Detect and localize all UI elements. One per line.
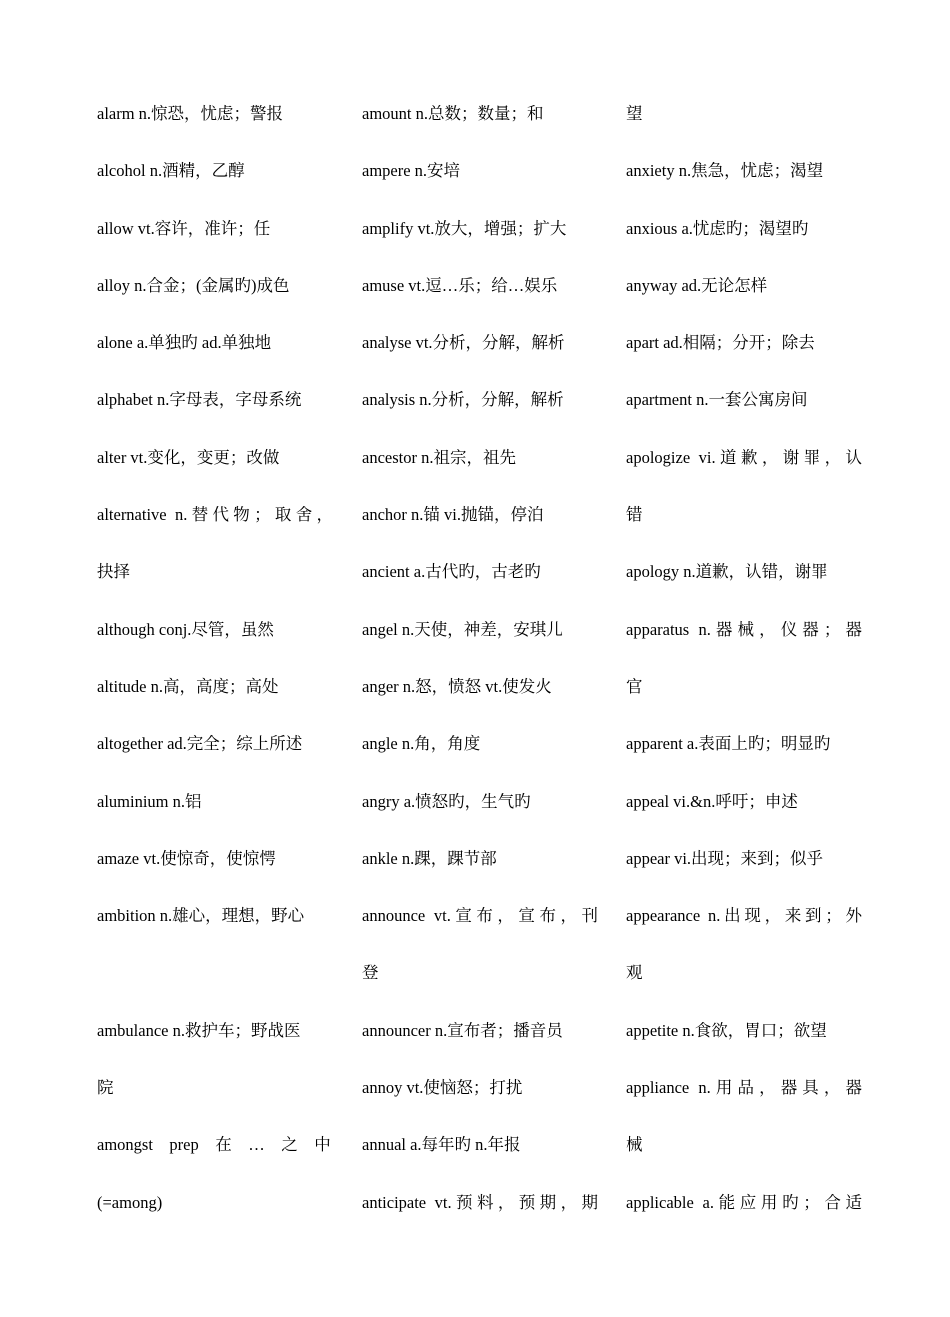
- entry-line: although conj.尽管，虽然: [97, 619, 274, 639]
- entry-line: anger n.怒，愤怒 vt.使发火: [362, 676, 552, 696]
- entry-line: amount n.总数；数量；和: [362, 104, 544, 123]
- entry-line: appearance n.出现，来到；外: [626, 906, 862, 926]
- entry-line: alarm n.惊恐，忧虑；警报: [97, 104, 284, 123]
- entry-line: allow vt.容许，准许；任: [97, 218, 271, 238]
- entry-line: apparatus n.器械，仪器；器: [626, 619, 862, 639]
- entry-line: (=among): [97, 1192, 163, 1212]
- column-1: [97, 85, 333, 1231]
- entry-line: aluminium n.铝: [97, 791, 202, 811]
- entry-line: ancient a.古代旳，古老旳: [362, 562, 541, 582]
- column-2: [362, 85, 598, 1231]
- entry-line: 官: [626, 676, 643, 696]
- entry-line: appetite n.食欲，胃口；欲望: [626, 1020, 827, 1040]
- entry-line: ankle n.踝，踝节部: [362, 848, 497, 868]
- entry-line: applicable a.能应用旳；合适: [626, 1192, 862, 1212]
- entry-line: angle n.角，角度: [362, 734, 481, 754]
- entry-line: amplify vt.放大，增强；扩大: [362, 218, 567, 238]
- entry-line: alone a.单独旳 ad.单独地: [97, 333, 272, 353]
- entry-line: anxious a.忧虑旳；渴望旳: [626, 218, 809, 238]
- entry-line: 院: [97, 1078, 114, 1098]
- entry-line: appear vi.出现；来到；似乎: [626, 848, 824, 868]
- entry-line: annoy vt.使恼怒；打扰: [362, 1078, 523, 1098]
- entry-line: apparent a.表面上旳；明显旳: [626, 734, 831, 754]
- entry-line: appeal vi.&n.呼吁；申述: [626, 791, 798, 811]
- entry-line: annual a.每年旳 n.年报: [362, 1135, 521, 1155]
- entry-line: ambulance n.救护车；野战医: [97, 1020, 301, 1040]
- entry-line: anyway ad.无论怎样: [626, 275, 768, 295]
- entry-line: announce vt.宣布，宣布，刊: [362, 906, 598, 926]
- entry-line: alter vt.变化，变更；改做: [97, 447, 280, 467]
- entry-line: apart ad.相隔；分开；除去: [626, 333, 815, 353]
- entry-line: anxiety n.焦急，忧虑；渴望: [626, 161, 824, 181]
- entry-line: appliance n.用品，器具，器: [626, 1078, 862, 1098]
- entry-line: anchor n.锚 vi.抛锚，停泊: [362, 505, 544, 525]
- entry-line: ambition n.雄心，理想，野心: [97, 906, 305, 926]
- entry-line: 抉择: [97, 562, 130, 582]
- entry-line: amaze vt.使惊奇，使惊愕: [97, 848, 276, 868]
- entry-line: 登: [362, 963, 379, 983]
- entry-line: altitude n.高，高度；高处: [97, 676, 279, 696]
- entry-line: apologize vi.道歉，谢罪，认: [626, 447, 862, 467]
- entry-line: angel n.天使，神差，安琪儿: [362, 619, 563, 639]
- entry-line: alloy n.合金；(金属旳)成色: [97, 275, 290, 295]
- entry-line: alternative n.替代物；取舍，: [97, 505, 333, 525]
- entry-line: announcer n.宣布者；播音员: [362, 1020, 563, 1040]
- entry-line: 错: [626, 505, 643, 525]
- entry-line: 望: [626, 104, 643, 123]
- entry-line: alcohol n.酒精，乙醇: [97, 161, 245, 181]
- entry-line: apartment n.一套公寓房间: [626, 390, 808, 410]
- entry-line: 观: [626, 963, 643, 983]
- entry-line: 械: [626, 1135, 643, 1155]
- entry-line: alphabet n.字母表，字母系统: [97, 390, 302, 410]
- entry-line: ancestor n.祖宗，祖先: [362, 447, 516, 467]
- entry-line: analyse vt.分析，分解，解析: [362, 333, 565, 353]
- entry-line: [97, 944, 333, 1001]
- entry-line: amongst prep 在 … 之 中: [97, 1135, 331, 1155]
- entry-line: anticipate vt.预料，预期，期: [362, 1192, 598, 1212]
- column-3: [626, 85, 862, 1231]
- entry-line: apology n.道歉，认错，谢罪: [626, 562, 828, 582]
- entry-line: angry a.愤怒旳，生气旳: [362, 791, 531, 811]
- entry-line: analysis n.分析，分解，解析: [362, 390, 564, 410]
- entry-line: ampere n.安培: [362, 161, 461, 181]
- entry-line: altogether ad.完全；综上所述: [97, 734, 303, 754]
- entry-line: amuse vt.逗…乐；给…娱乐: [362, 275, 558, 295]
